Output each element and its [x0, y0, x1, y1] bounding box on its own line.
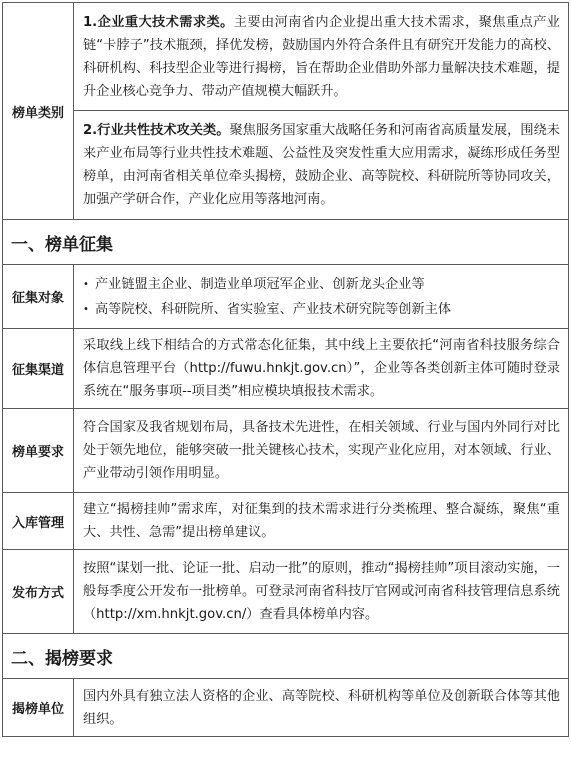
table-row [3, 111, 569, 220]
requirements-label: 榜单要求 [3, 409, 74, 493]
storage-text: 建立“揭榜挂帅”需求库，对征集到的技术需求进行分类梳理、整合凝练，聚焦“重大、共性、急需”提出榜单建议。 [74, 493, 569, 550]
section-title-collection: 一、榜单征集 [3, 220, 569, 265]
table-row [3, 409, 569, 493]
collection-targets-list [83, 272, 560, 322]
table-row [3, 493, 569, 550]
collection-targets-label: 征集对象 [3, 265, 74, 329]
section-title-requirements: 二、揭榜要求 [3, 634, 569, 679]
category-type2-lead: 2.行业共性技术攻关类。 [83, 123, 230, 138]
table-row [3, 679, 569, 737]
table-row [3, 329, 569, 409]
list-item-text: 产业链盟主企业、制造业单项冠军企业、创新龙头企业等 [95, 276, 425, 292]
category-label: 榜单类别 [3, 3, 74, 220]
unit-text: 国内外具有独立法人资格的企业、高等院校、科研机构等单位及创新联合体等其他组织。 [74, 679, 569, 737]
release-label: 发布方式 [3, 550, 74, 634]
category-type1-cell [74, 3, 569, 111]
section-row [3, 220, 569, 265]
document-page [0, 2, 571, 767]
list-item [83, 297, 560, 322]
table-row [3, 265, 569, 329]
list-item-text: 高等院校、科研院所、省实验室、产业技术研究院等创新主体 [95, 301, 452, 317]
bullet-icon: • [83, 303, 89, 315]
collection-channels-text: 采取线上线下相结合的方式常态化征集，其中线上主要依托“河南省科技服务综合体信息管理平台（http://fuwu.hnkjt.gov.cn）”，企业等各类创新主体可随时登录系统在“服务事项--项目类”相应模块填报技术需求。 [74, 329, 569, 409]
table-row [3, 550, 569, 634]
storage-label: 入库管理 [3, 493, 74, 550]
bullet-icon: • [83, 278, 89, 290]
policy-table [2, 2, 569, 737]
list-item [83, 272, 560, 297]
collection-targets-cell [74, 265, 569, 329]
category-type2-text: 聚焦服务国家重大战略任务和河南省高质量发展，围绕未来产业布局等行业共性技术难题、公益性及突发性重大应用需求，凝练形成任务型榜单，由河南省相关单位牵头揭榜，鼓励企业、高等院校、科研院所等协同攻关，加强产学研合作，产业化应用等落地河南。 [83, 123, 560, 207]
table-row [3, 3, 569, 111]
category-type2-cell [74, 111, 569, 220]
category-type1-lead: 1.企业重大技术需求类。 [83, 14, 234, 30]
unit-label: 揭榜单位 [3, 679, 74, 737]
category-type1-text: 主要由河南省内企业提出重大技术需求，聚焦重点产业链“卡脖子”技术瓶颈，择优发榜，鼓励国内外符合条件且有研究开发能力的高校、科研机构、科技型企业等进行揭榜，旨在帮助企业借助外部力量解决技术难题，提升企业核心竞争力、带动产值规模大幅跃升。 [83, 14, 560, 99]
collection-channels-label: 征集渠道 [3, 329, 74, 409]
release-text: 按照“谋划一批、论证一批、启动一批”的原则，推动“揭榜挂帅”项目滚动实施，一般每季度公开发布一批榜单。可登录河南省科技厅官网或河南省科技管理信息系统（http://xm.hnkjt.gov.cn/）查看具体榜单内容。 [74, 550, 569, 634]
requirements-text: 符合国家及我省规划布局，具备技术先进性，在相关领域、行业与国内外同行对比处于领先地位，能够突破一批关键核心技术，实现产业化应用，对本领域、行业、产业带动引领作用明显。 [74, 409, 569, 493]
section-row [3, 634, 569, 679]
